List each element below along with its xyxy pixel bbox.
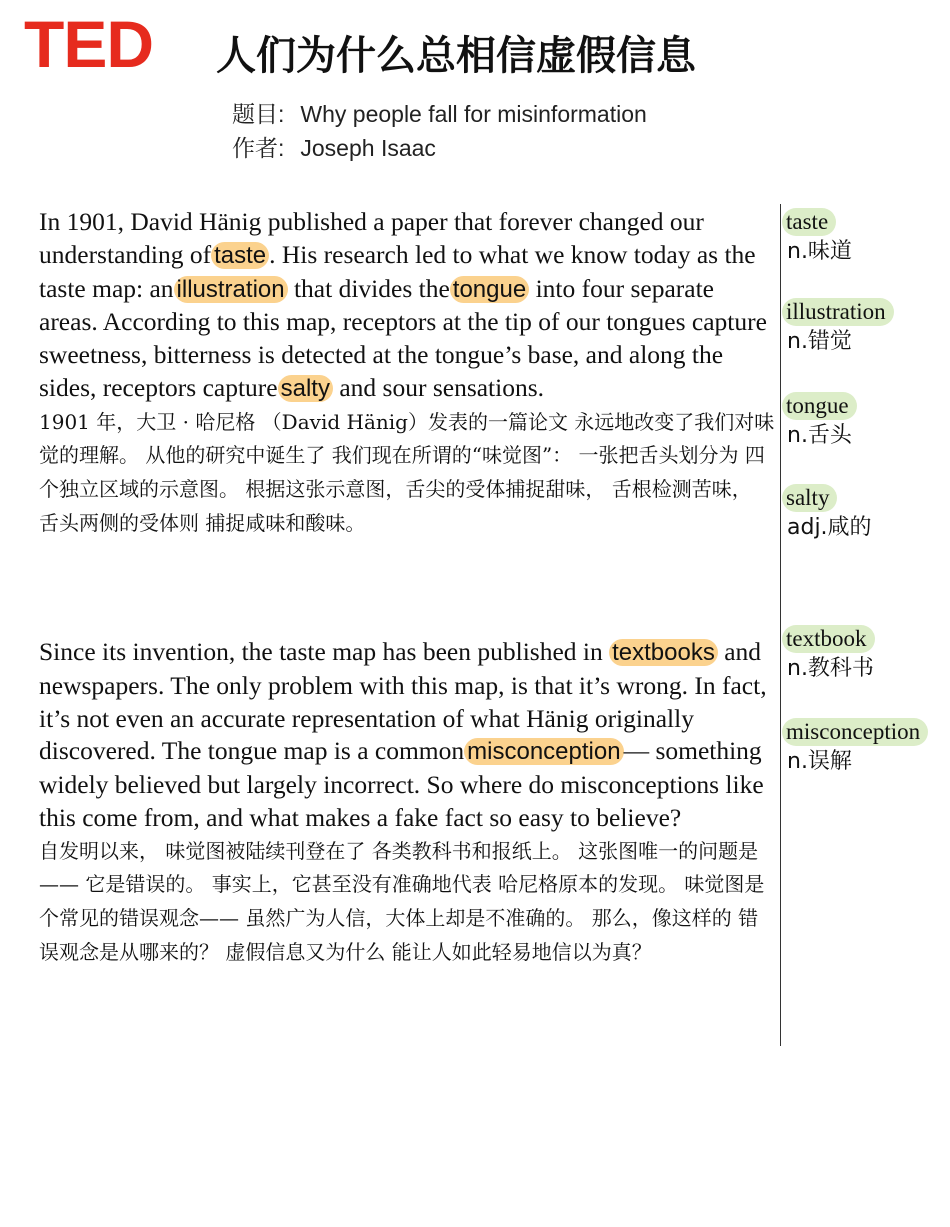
glossary-definition: adj.咸的 [787, 515, 872, 540]
glossary-entry-taste [782, 208, 852, 267]
paragraph-1-chinese: 1901 年，大卫 · 哈尼格 （David Hänig）发表的一篇论文 永远地改变了我们对味觉的理解。 从他的研究中诞生了 我们现在所谓的“味觉图”： 一张把舌头划分为 四个独立区域的示意图。 根据这张示意图，舌尖的受体捕捉甜味， 舌根检测苦味， 舌头两侧的受体则 捕捉咸味和酸味。 [39, 409, 775, 535]
glossary-entry-illustration [782, 298, 894, 357]
text: In 1901, David Hänig published a paper that forever changed our understanding of [39, 207, 704, 269]
text: — something widely believed but largely incorrect. So where do misconceptions like this come from, and what makes a fake fact so easy to believe? [39, 736, 764, 832]
glossary-word: tongue [782, 392, 857, 420]
text: . His research led to what we know today as the taste map: an [39, 239, 756, 303]
glossary-word: misconception [782, 718, 928, 746]
topic-label: 题目: [232, 101, 285, 127]
text: that divides the [293, 273, 450, 303]
glossary-word: textbook [782, 625, 875, 653]
glossary-definition: n.误解 [787, 749, 852, 774]
paragraph-2-chinese: 自发明以来， 味觉图被陆续刊登在了 各类教科书和报纸上。 这张图唯一的问题是—— 它是错误的。 事实上，它甚至没有准确地代表 哈尼格原本的发现。 味觉图是个常见的错误观念—— 虽然广为人信，大体上却是不准确的。 那么，像这样的 错误观念是从哪来的？ 虚假信息又为什么 能让人如此轻易地信以为真？ [39, 838, 765, 964]
glossary-entry-textbook [782, 625, 875, 684]
ted-logo: TED [24, 7, 153, 81]
topic-line [232, 99, 647, 129]
author-label: 作者: [232, 135, 285, 161]
text: and newspapers. The only problem with this map, is that it’s wrong. In fact, it’s not even an accurate representation of what Hänig originally discovered. The tongue map is a common [39, 637, 767, 766]
glossary-word: taste [782, 208, 836, 236]
paragraph-2-english [39, 636, 777, 835]
author-line [232, 133, 436, 163]
paragraph-1-english [39, 206, 777, 406]
highlight-taste: taste [211, 242, 269, 269]
glossary-word: salty [782, 484, 837, 512]
highlight-illustration: illustration [174, 276, 288, 303]
glossary-definition: n.错觉 [787, 329, 852, 354]
glossary-definition: n.舌头 [787, 423, 852, 448]
glossary-definition: n.味道 [787, 239, 852, 264]
glossary-entry-misconception [782, 718, 928, 777]
text: Since its invention, the taste map has been published in [39, 637, 603, 666]
text: and sour sensations. [339, 372, 545, 402]
glossary-entry-salty [782, 484, 872, 543]
author-value: Joseph Isaac [300, 135, 436, 161]
highlight-textbooks: textbooks [609, 639, 718, 666]
glossary-definition: n.教科书 [787, 656, 874, 681]
glossary-word: illustration [782, 298, 894, 326]
highlight-tongue: tongue [450, 276, 529, 303]
text: into four separate areas. According to this map, receptors at the tip of our tongues capture sweetness, bitterness is detected at the tongue’s base, and along the sides, receptors capture [39, 273, 767, 402]
paragraph-2 [39, 636, 777, 969]
page-title: 人们为什么总相信虚假信息 [216, 33, 696, 79]
glossary-divider [780, 204, 781, 1046]
paragraph-1 [39, 206, 777, 540]
highlight-misconception: misconception [464, 738, 623, 765]
topic-value: Why people fall for misinformation [300, 101, 647, 127]
highlight-salty: salty [278, 375, 333, 402]
glossary-entry-tongue [782, 392, 857, 451]
